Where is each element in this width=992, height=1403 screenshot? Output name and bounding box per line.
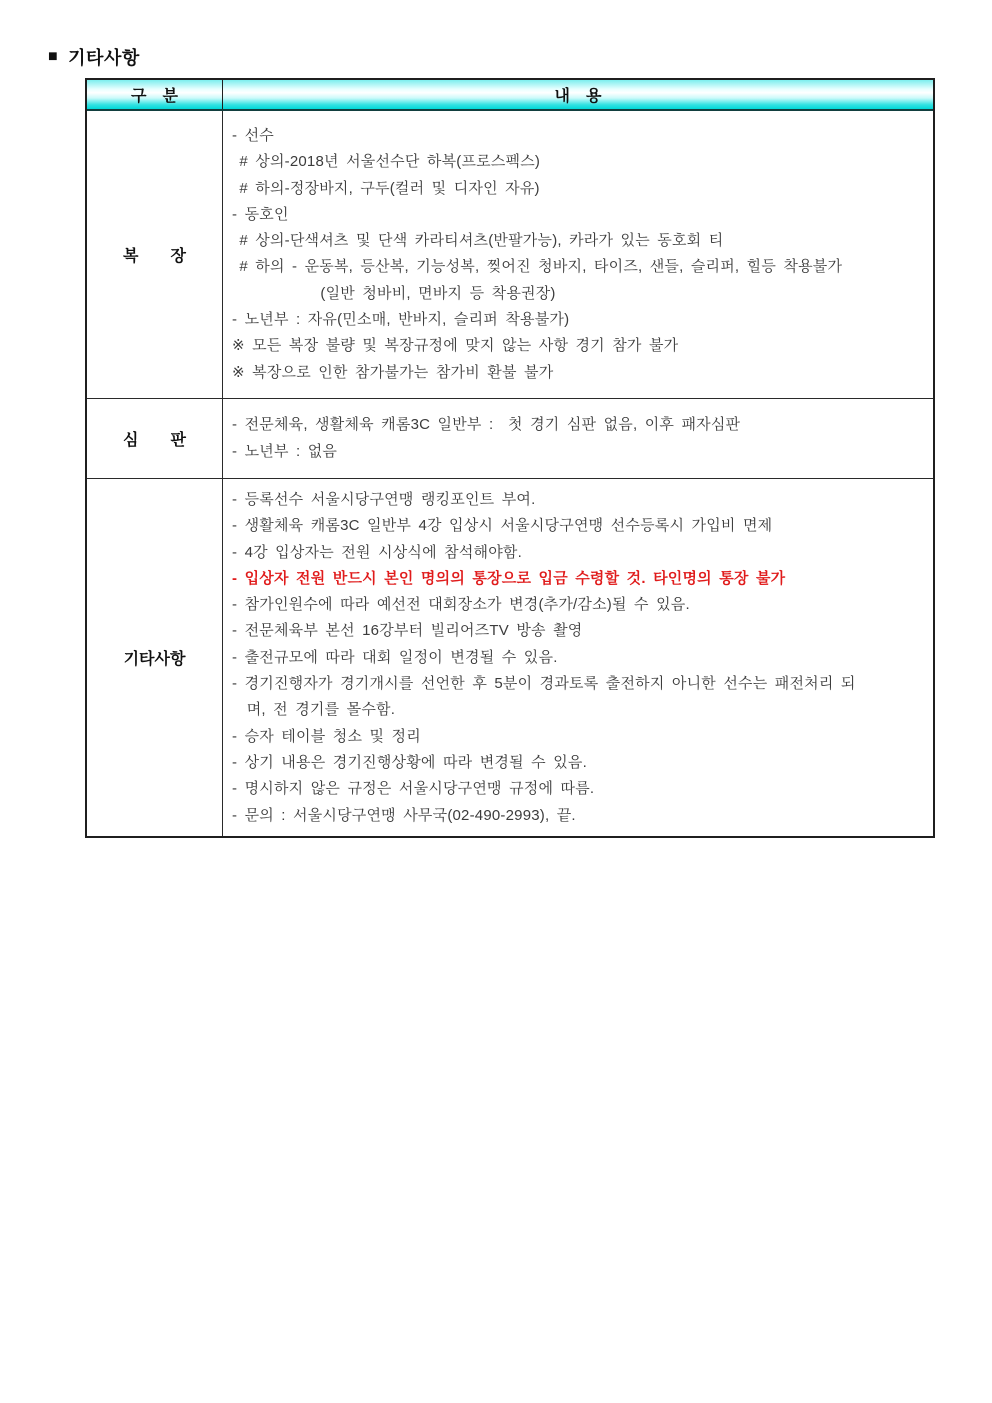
text-line: - 참가인원수에 따라 예선전 대회장소가 변경(추가/감소)될 수 있음. <box>232 596 690 614</box>
text-line-emphasis-red: - 입상자 전원 반드시 본인 명의의 통장으로 입금 수령할 것. 타인명의 통장 불가 <box>232 569 786 587</box>
section-title-text: 기타사항 <box>68 48 140 68</box>
header-cell-content: 내 용 <box>223 80 933 109</box>
text-line: - 선수 <box>232 127 274 144</box>
text-line: - 동호인 <box>232 205 289 223</box>
text-line: - 전문체육, 생활체육 캐롬3C 일반부 : 첫 경기 심판 없음, 이후 패자심판 <box>232 416 741 434</box>
notice-table <box>85 78 935 838</box>
row-content-referee <box>223 399 933 478</box>
row-label-etc: 기타사항 <box>87 479 223 836</box>
table-header-row <box>87 80 933 111</box>
text-line: - 생활체육 캐롬3C 일반부 4강 입상시 서울시당구연맹 선수등록시 가입비 면제 <box>232 517 773 535</box>
text-line: - 전문체육부 본선 16강부터 빌리어즈TV 방송 촬영 <box>232 622 583 640</box>
text-line: (일반 청바비, 면바지 등 착용권장) <box>232 284 556 302</box>
text-line: 며, 전 경기를 몰수함. <box>232 701 396 719</box>
text-line: - 경기진행자가 경기개시를 선언한 후 5분이 경과토록 출전하지 아니한 선수는 패전처리 되 <box>232 675 856 693</box>
text-line: - 4강 입상자는 전원 시상식에 참석해야함. <box>232 543 522 561</box>
text-line: # 하의-정장바지, 구두(컬러 및 디자인 자유) <box>232 179 540 197</box>
text-line: ※ 복장으로 인한 참가불가는 참가비 환불 불가 <box>232 363 554 381</box>
text-line: - 노년부 : 없음 <box>232 442 338 460</box>
section-title <box>48 44 140 70</box>
row-content-dress-code <box>223 111 933 398</box>
row-label-dress-code: 복 장 <box>87 111 223 398</box>
row-content-etc <box>223 479 933 836</box>
text-line: - 등록선수 서울시당구연맹 랭킹포인트 부여. <box>232 491 536 508</box>
text-line: ※ 모든 복장 불량 및 복장규정에 맞지 않는 사항 경기 참가 불가 <box>232 337 679 355</box>
text-line: # 상의-2018년 서울선수단 하복(프로스펙스) <box>232 153 541 171</box>
text-line: - 출전규모에 따라 대회 일정이 변경될 수 있음. <box>232 648 558 666</box>
text-line: # 상의-단색셔츠 및 단색 카라티셔츠(반팔가능), 카라가 있는 동호회 티 <box>232 232 724 250</box>
row-label-referee: 심 판 <box>87 399 223 478</box>
table-row-dress-code <box>87 111 933 399</box>
header-cell-category: 구 분 <box>87 80 223 109</box>
text-line: # 하의 - 운동복, 등산복, 기능성복, 찢어진 청바지, 타이즈, 샌들, 슬리퍼, 힐등 착용불가 <box>232 258 843 276</box>
text-line: - 승자 테이블 청소 및 정리 <box>232 727 421 745</box>
text-line: - 노년부 : 자유(민소매, 반바지, 슬리퍼 착용불가) <box>232 311 570 329</box>
table-row-etc <box>87 479 933 836</box>
text-line: - 상기 내용은 경기진행상황에 따라 변경될 수 있음. <box>232 753 587 771</box>
square-bullet-icon: ■ <box>48 48 59 65</box>
text-line: - 문의 : 서울시당구연맹 사무국(02-490-2993), 끝. <box>232 806 576 824</box>
table-row-referee <box>87 399 933 479</box>
text-line: - 명시하지 않은 규정은 서울시당구연맹 규정에 따름. <box>232 780 595 798</box>
